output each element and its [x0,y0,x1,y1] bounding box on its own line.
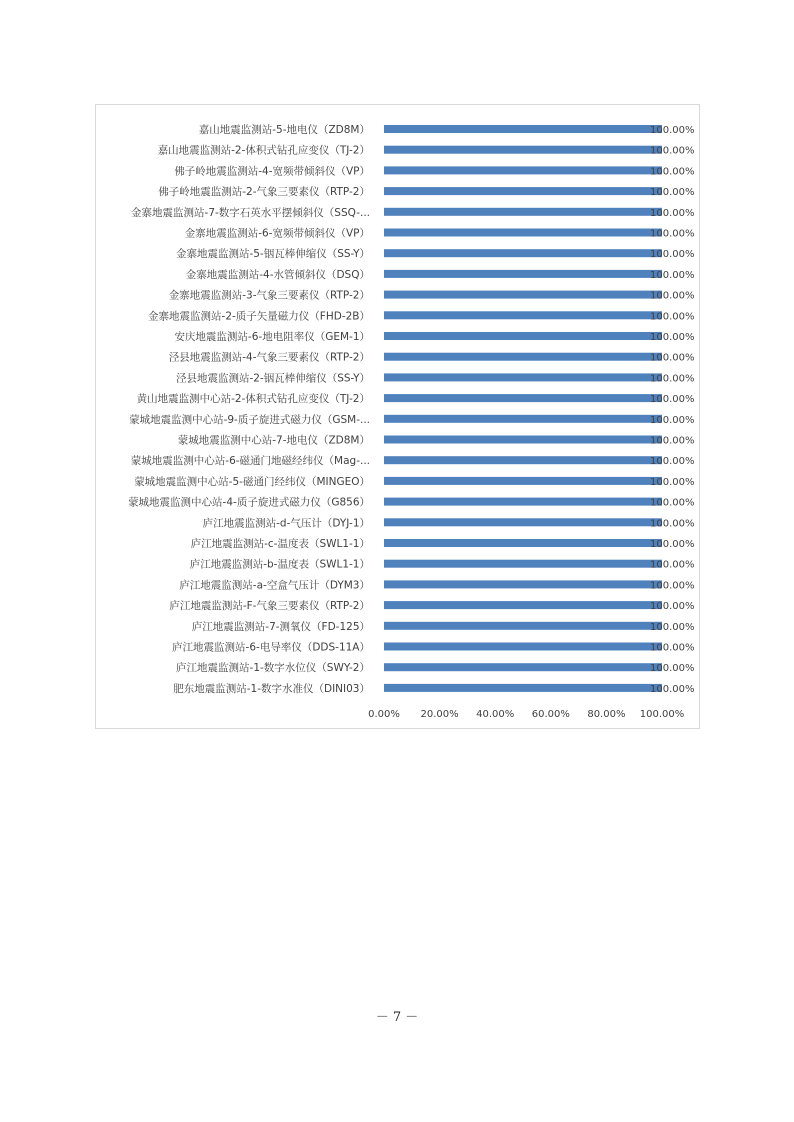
category-label: 嘉山地震监测站-2-体积式钻孔应变仪（TJ-2） [157,144,370,157]
category-label: 金寨地震监测站-3-气象三要素仪（RTP-2） [168,289,370,302]
data-label: 100.00% [650,435,695,447]
bar [384,125,662,133]
bar [384,332,662,340]
bar [384,477,662,485]
bar [384,601,662,609]
bar [384,311,662,319]
bar [384,291,662,299]
x-tick-label: 100.00% [639,709,685,720]
data-label: 100.00% [650,559,695,571]
data-label: 100.00% [650,352,695,364]
category-label: 金寨地震监测站-7-数字石英水平摆倾斜仪（SSQ-... [131,206,370,219]
data-label: 100.00% [650,228,695,240]
bar [384,539,662,547]
category-label: 金寨地震监测站-2-质子矢量磁力仪（FHD-2B） [148,310,370,323]
data-label: 100.00% [650,683,695,695]
bar [384,663,662,671]
data-label: 100.00% [650,145,695,157]
bar [384,436,662,444]
bar [384,229,662,237]
category-label: 肥东地震监测站-1-数字水准仪（DINI03） [173,682,370,695]
data-label: 100.00% [650,663,695,675]
x-tick-label: 20.00% [420,709,459,720]
data-label: 100.00% [650,332,695,343]
bar [384,187,662,195]
data-label: 100.00% [650,373,695,385]
bar [384,249,662,257]
data-label: 100.00% [650,311,695,323]
chart-area [95,104,700,729]
bar [384,622,662,630]
bar [384,498,662,506]
data-label: 100.00% [650,414,695,426]
category-label: 庐江地震监测站-7-测氧仪（FD-125） [191,620,370,633]
category-label: 金寨地震监测站-5-铟瓦棒伸缩仪（SS-Y） [175,248,370,261]
x-tick-label: 60.00% [531,709,570,720]
bar [384,394,662,402]
bar [384,415,662,423]
x-tick-label: 80.00% [587,709,626,720]
category-label: 佛子岭地震监测站-2-气象三要素仪（RTP-2） [158,186,370,199]
x-tick-label: 0.00% [368,709,400,720]
x-tick-label: 40.00% [476,709,515,720]
category-label: 金寨地震监测站-6-宽频带倾斜仪（VP） [184,227,370,240]
data-label: 100.00% [650,269,695,281]
category-label: 蒙城地震监测中心站-9-质子旋进式磁力仪（GSM-... [129,413,370,426]
bar [384,146,662,154]
category-label: 泾县地震监测站-2-铟瓦棒伸缩仪（SS-Y） [175,372,370,385]
bar-chart [96,105,699,728]
data-label: 100.00% [650,580,695,592]
category-label: 蒙城地震监测中心站-5-磁通门经纬仪（MINGEO） [134,475,370,488]
data-label: 100.00% [650,456,695,468]
data-label: 100.00% [650,290,695,302]
data-label: 100.00% [650,539,695,550]
data-label: 100.00% [650,187,695,199]
data-label: 100.00% [650,166,695,178]
bar [384,580,662,588]
category-label: 庐江地震监测站-c-温度表（SWL1-1） [190,538,370,550]
page-number: － 7 － [375,1010,419,1025]
data-label: 100.00% [650,497,695,509]
category-label: 安庆地震监测站-6-地电阻率仪（GEM-1） [174,331,370,343]
category-label: 佛子岭地震监测站-4-宽频带倾斜仪（VP） [174,165,370,178]
category-label: 金寨地震监测站-4-水管倾斜仪（DSQ） [185,268,370,281]
data-label: 100.00% [650,207,695,219]
bar [384,373,662,381]
bar [384,684,662,692]
data-label: 100.00% [650,621,695,633]
bar [384,208,662,216]
bar [384,166,662,174]
bar [384,518,662,526]
category-label: 庐江地震监测站-d-气压计（DYJ-1） [202,517,370,530]
bar [384,560,662,568]
category-label: 庐江地震监测站-6-电导率仪（DDS-11A） [172,641,370,654]
data-label: 100.00% [650,249,695,261]
data-label: 100.00% [650,642,695,654]
data-label: 100.00% [650,394,695,406]
category-label: 庐江地震监测站-1-数字水位仪（SWY-2） [176,662,370,675]
data-label: 100.00% [650,518,695,530]
bar [384,353,662,361]
category-label: 蒙城地震监测中心站-4-质子旋进式磁力仪（G856） [128,496,370,509]
data-label: 100.00% [650,476,695,488]
category-label: 泾县地震监测站-4-气象三要素仪（RTP-2） [168,351,370,364]
category-label: 庐江地震监测站-F-气象三要素仪（RTP-2） [169,600,370,613]
category-label: 蒙城地震监测中心站-7-地电仪（ZD8M） [177,434,370,447]
bar [384,270,662,278]
category-label: 庐江地震监测站-a-空盒气压计（DYM3） [179,579,370,592]
category-label: 庐江地震监测站-b-温度表（SWL1-1） [189,558,370,571]
category-label: 蒙城地震监测中心站-6-磁通门地磁经纬仪（Mag-... [130,455,370,468]
category-label: 嘉山地震监测站-5-地电仪（ZD8M） [198,124,370,136]
data-label: 100.00% [650,601,695,613]
bar [384,643,662,651]
category-label: 黄山地震监测中心站-2-体积式钻孔应变仪（TJ-2） [136,393,370,406]
bar [384,456,662,464]
data-label: 100.00% [650,125,695,136]
